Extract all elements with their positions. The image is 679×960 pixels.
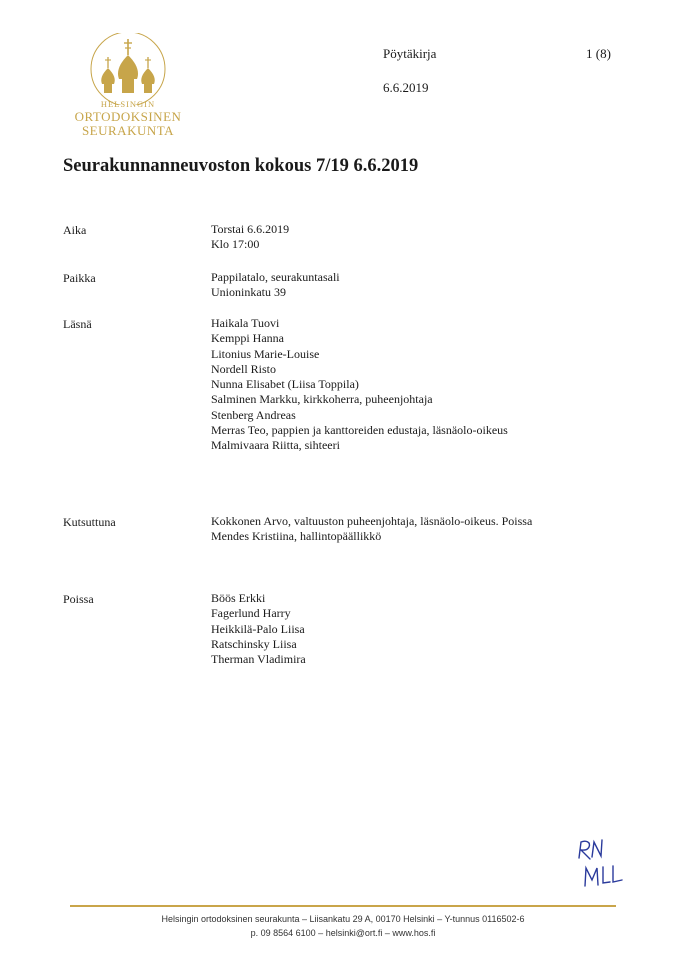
list-item: Nunna Elisabet (Liisa Toppila) [211, 377, 359, 392]
list-item: Haikala Tuovi [211, 316, 280, 330]
page-number: 1 (8) [586, 46, 611, 61]
footer-address: Helsingin ortodoksinen seurakunta – Liisankatu 29 A, 00170 Helsinki – Y-tunnus 0116502-6 [161, 914, 525, 924]
list-item: Salminen Markku, kirkkoherra, puheenjohtaja [211, 392, 433, 407]
section-values-place [211, 270, 340, 301]
section-label-place: Paikka [63, 271, 96, 285]
section-values-present [211, 316, 508, 454]
section-values-invited [211, 514, 532, 545]
list-item: Klo 17:00 [211, 237, 260, 252]
list-item: Nordell Risto [211, 361, 276, 376]
list-item: Torstai 6.6.2019 [211, 222, 290, 236]
list-item: Kemppi Hanna [211, 331, 284, 346]
list-item: Therman Vladimira [211, 652, 306, 667]
church-domes-icon [82, 33, 174, 105]
page-title: Seurakunnanneuvoston kokous 7/19 6.6.2019 [63, 156, 419, 176]
list-item: Böös Erkki [211, 591, 266, 605]
list-item: Stenberg Andreas [211, 407, 296, 422]
list-item: Kokkonen Arvo, valtuuston puheenjohtaja, läsnäolo-oikeus. Poissa [211, 514, 533, 528]
list-item: Pappilatalo, seurakuntasali [211, 270, 340, 284]
list-item: Ratschinsky Liisa [211, 636, 297, 651]
list-item: Litonius Marie-Louise [211, 346, 320, 361]
section-label-time: Aika [63, 223, 87, 237]
document-type: Pöytäkirja [383, 46, 437, 61]
handwritten-initials-signature [572, 836, 642, 892]
document-date: 6.6.2019 [383, 80, 429, 95]
list-item: Heikkilä-Palo Liisa [211, 621, 305, 636]
organization-name [64, 100, 192, 137]
list-item: Unioninkatu 39 [211, 285, 286, 300]
section-values-absent [211, 591, 306, 667]
footer-contact: p. 09 8564 6100 – helsinki@ort.fi – www.hos.fi [250, 928, 436, 938]
list-item: Merras Teo, pappien ja kanttoreiden edustaja, läsnäolo-oikeus [211, 423, 508, 438]
list-item: Malmivaara Riitta, sihteeri [211, 438, 340, 453]
logo-line-1: HELSINGIN [100, 99, 156, 109]
logo-line-2: ORTODOKSINEN [74, 108, 182, 124]
section-label-present: Läsnä [63, 317, 92, 331]
list-item: Mendes Kristiina, hallintopäällikkö [211, 529, 382, 544]
logo-line-3: SEURAKUNTA [81, 122, 175, 138]
section-values-time [211, 222, 289, 253]
section-label-invited: Kutsuttuna [63, 515, 116, 529]
footer-divider [70, 905, 616, 907]
section-label-absent: Poissa [63, 592, 94, 606]
list-item: Fagerlund Harry [211, 606, 291, 621]
